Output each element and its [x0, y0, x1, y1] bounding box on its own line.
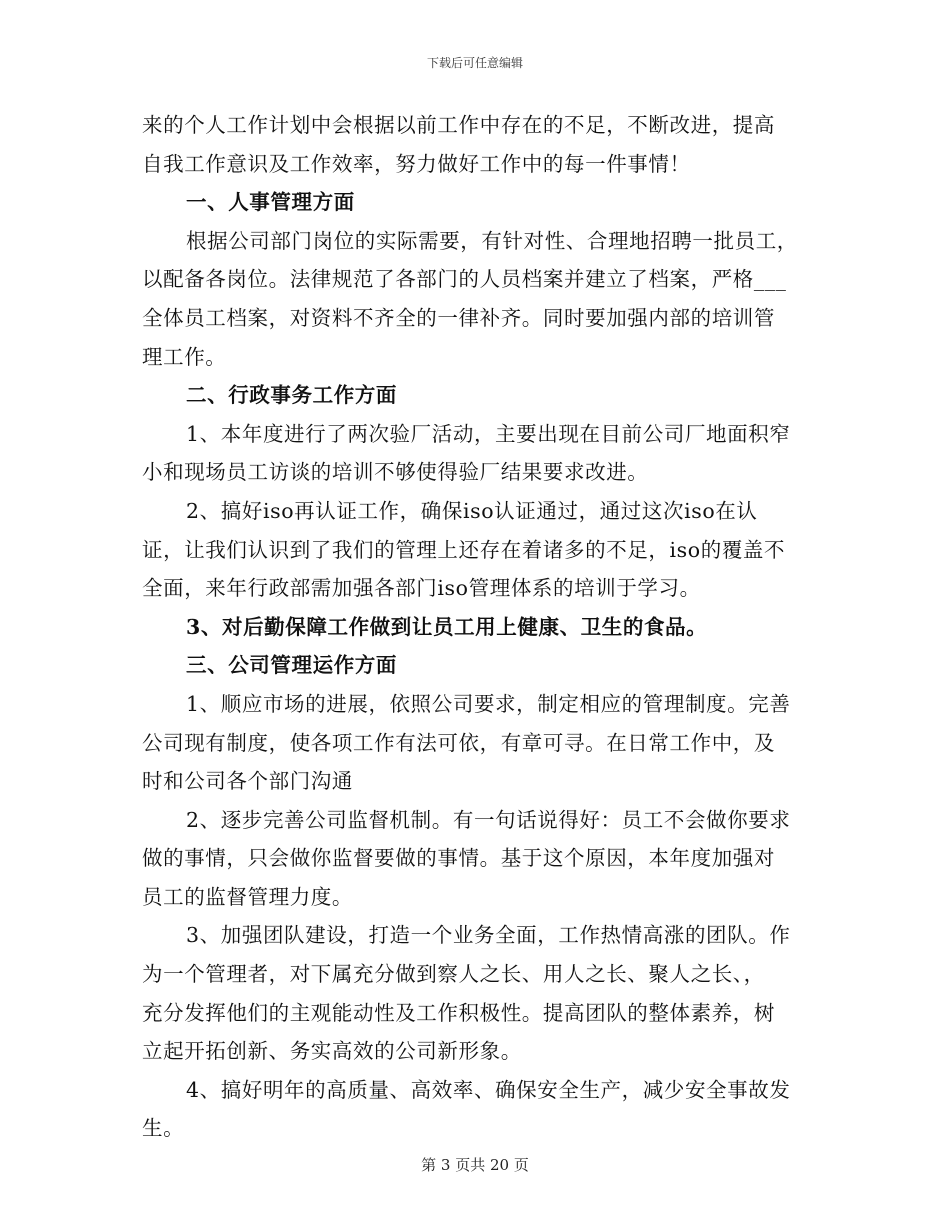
text-line: 自我工作意识及工作效率，努力做好工作中的每一件事情！ [142, 151, 691, 176]
text-line: 做的事情，只会做你监督要做的事情。基于这个原因，本年度加强对 [142, 846, 775, 871]
text-line: 立起开拓创新、务实高效的公司新形象。 [142, 1039, 522, 1064]
text-line: 公司现有制度，使各项工作有法可依，有章可寻。在日常工作中，及 [142, 730, 775, 755]
text-line: 4、搞好明年的高质量、高效率、确保安全生产，减少安全事故发 [186, 1077, 791, 1102]
section-heading: 二、行政事务工作方面 [186, 383, 397, 408]
section-heading: 3、对后勤保障工作做到让员工用上健康、卫生的食品。 [186, 614, 708, 639]
text-line: 时和公司各个部门沟通 [142, 769, 353, 794]
text-line: 为一个管理者，对下属充分做到察人之长、用人之长、聚人之长、， [142, 962, 765, 987]
text-line: 充分发挥他们的主观能动性及工作积极性。提高团队的整体素养，树 [142, 1000, 775, 1025]
section-heading: 一、人事管理方面 [186, 190, 355, 215]
text-line: 证，让我们认识到了我们的管理上还存在着诸多的不足，iso的覆盖不 [142, 537, 786, 562]
text-line: 2、搞好iso再认证工作，确保iso认证通过，通过这次iso在认 [186, 498, 758, 523]
text-line: 全体员工档案，对资料不齐全的一律补齐。同时要加强内部的培训管 [142, 305, 775, 330]
document-body [142, 106, 810, 1148]
page-number: 第 3 页共 20 页 [421, 1156, 529, 1174]
text-line: 1、本年度进行了两次验厂活动，主要出现在目前公司厂地面积窄 [186, 421, 791, 446]
text-line: 员工的监督管理力度。 [142, 884, 353, 909]
text-line: 生。 [142, 1116, 185, 1141]
section-heading: 三、公司管理运作方面 [186, 653, 397, 678]
text-line: 3、加强团队建设，打造一个业务全面，工作热情高涨的团队。作 [186, 923, 791, 948]
text-line: 根据公司部门岗位的实际需要，有针对性、合理地招聘一批员工， [186, 228, 798, 253]
text-line: 1、顺应市场的进展，依照公司要求，制定相应的管理制度。完善 [186, 691, 791, 716]
header-note: 下载后可任意编辑 [426, 56, 523, 70]
text-line: 来的个人工作计划中会根据以前工作中存在的不足，不断改进，提高 [142, 113, 775, 137]
text-line: 小和现场员工访谈的培训不够使得验厂结果要求改进。 [142, 460, 649, 485]
text-line: 以配备各岗位。法律规范了各部门的人员档案并建立了档案，严格___ [142, 267, 787, 292]
text-line: 2、逐步完善公司监督机制。有一句话说得好：员工不会做你要求 [186, 807, 791, 832]
text-line: 全面，来年行政部需加强各部门iso管理体系的培训于学习。 [142, 576, 701, 601]
text-line: 理工作。 [142, 344, 227, 369]
